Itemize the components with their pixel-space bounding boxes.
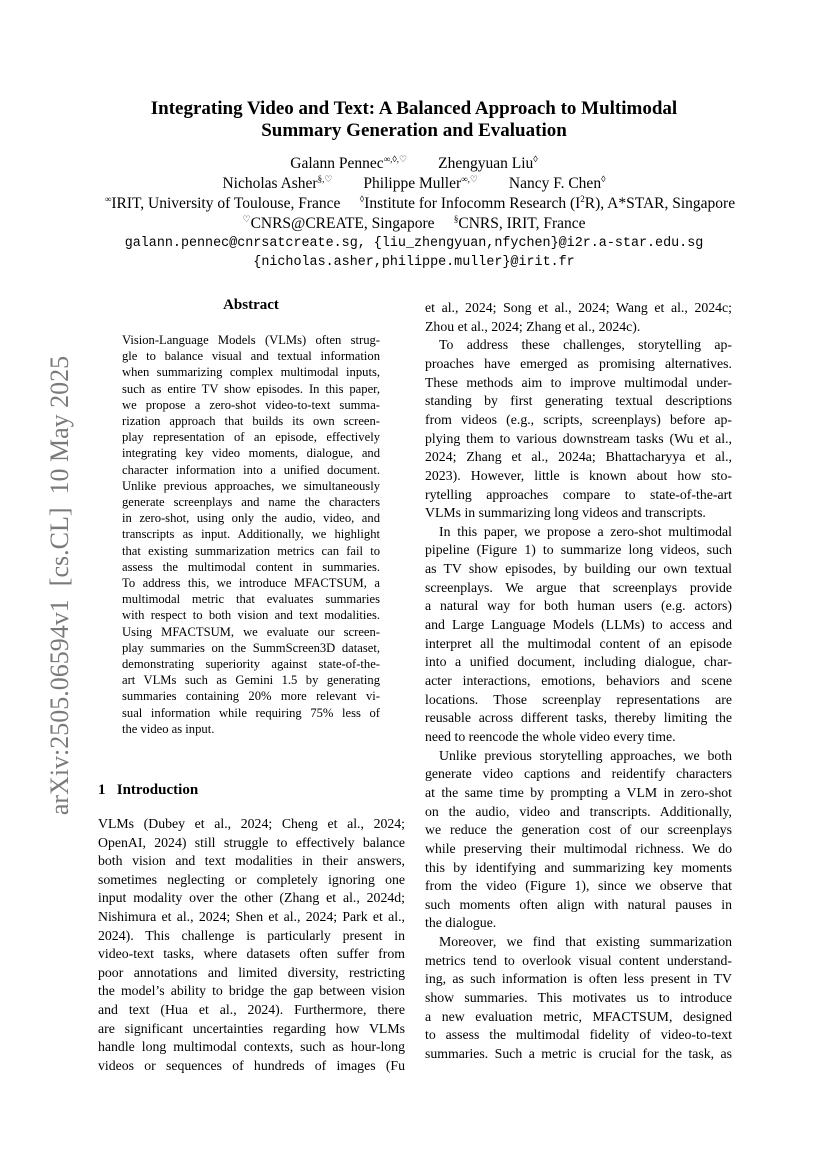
author-affil-marks: ◊: [601, 174, 606, 184]
text-line: Unlike previous approaches, we simultaneously: [122, 478, 380, 493]
affiliation: Institute for Infocomm Research (I: [364, 195, 581, 212]
text-line: integrating key video moments, dialogue, and: [122, 446, 380, 461]
text-line: such moments often align with natural pauses in: [425, 896, 732, 912]
text-line: screenplays. We argue that screenplays provide: [425, 579, 732, 595]
text-line: from videos (e.g., scripts, screenplays) before ap-: [425, 411, 732, 427]
text-line: 2024; Zhang et al., 2024a; Bhattacharyya et al.,: [425, 449, 732, 465]
text-line: In this paper, we propose a zero-shot multimodal: [439, 523, 732, 539]
text-line: we propose a zero-shot video-to-text summa-: [122, 397, 380, 412]
text-line: Vision-Language Models (VLMs) often strug-: [122, 333, 380, 347]
superscript: 2: [580, 194, 585, 204]
text-line: VLMs in summarizing long videos and transcripts.: [425, 505, 706, 521]
author-name: Philippe Muller: [363, 175, 462, 192]
text-line: 2024). This challenge is particularly present in: [98, 927, 405, 943]
text-line: the model’s ability to bridge the gap between vision: [98, 983, 405, 999]
text-line: locations. Those screenplay representations are: [425, 691, 732, 707]
text-line: To address these challenges, storytelling ap-: [439, 337, 732, 353]
text-line: metrics tend to overlook visual content understand-: [425, 952, 732, 968]
arxiv-sidebar-stamp: arXiv:2505.06594v1 [cs.CL] 10 May 2025: [45, 355, 74, 816]
paper-title: [0, 98, 828, 142]
text-line: are significant uncertainties regarding how VLMs: [98, 1020, 405, 1036]
text-line: poor annotations and limited diversity, restricting: [98, 964, 405, 980]
author-affil-marks: ∞,♡: [461, 174, 478, 184]
text-line: input modality over the other (Zhang et al., 2024d;: [98, 890, 405, 906]
author-name: Galann Pennec: [290, 155, 384, 172]
text-line: VLMs (Dubey et al., 2024; Cheng et al., 2024;: [98, 816, 405, 831]
text-line: the dialogue.: [425, 915, 497, 931]
text-line: sual information while requiring 75% less of: [122, 705, 380, 720]
text-line: from the video (Figure 1), since we observe that: [425, 878, 732, 894]
text-line: summaries. Such a metric is crucial for the task, as: [425, 1046, 732, 1061]
text-line: interpret all the multimodal content of an episode: [425, 635, 732, 651]
text-line: sometimes neglecting or completely ignoring one: [98, 871, 405, 887]
text-line: handle long multimodal contexts, such as hour-long: [98, 1039, 405, 1055]
text-line: at the same time by prompting a VLM in zero-shot: [425, 784, 732, 800]
affil-mark: ∞: [104, 194, 112, 204]
text-line: the video as input.: [122, 721, 215, 736]
text-line: while preserving their multimodal richness. We do: [425, 840, 732, 856]
text-line: Moreover, we find that existing summarization: [439, 934, 732, 950]
affiliation: R), A*STAR, Singapore: [584, 195, 736, 212]
text-line: need to reencode the whole video every time.: [425, 728, 676, 744]
text-line: plying them to various downstream tasks (Wu et al.,: [425, 430, 732, 446]
section-title: Introduction: [116, 782, 199, 798]
text-line: in zero-shot, using only the audio, video, and: [122, 511, 380, 526]
text-line: show summaries. This motivates us to introduce: [425, 990, 732, 1006]
text-line: Unlike previous storytelling approaches, we both: [439, 747, 732, 763]
text-line: To address this, we introduce MFACTSUM, a: [122, 576, 380, 590]
text-line: proaches have emerged as promising alternatives.: [425, 355, 732, 371]
author-affil-marks: ∞,◊,♡: [383, 154, 408, 164]
author-name: Nancy F. Chen: [508, 175, 602, 192]
text-line: and text (Hua et al., 2024). Furthermore, there: [98, 1002, 405, 1017]
text-line: a new evaluation metric, MFACTSUM, designed: [425, 1008, 732, 1024]
title-line: Integrating Video and Text: A Balanced Approach to Multimodal: [150, 98, 678, 119]
email-line: {nicholas.asher,philippe.muller}@irit.fr: [253, 255, 575, 270]
text-line: acter interactions, emotions, behaviors and scene: [425, 673, 732, 688]
affiliation: CNRS, IRIT, France: [458, 215, 586, 232]
text-line: reusable across different tasks, thereby limiting the: [425, 710, 732, 726]
title-line: Summary Generation and Evaluation: [261, 120, 567, 141]
text-line: videos or sequences of hundreds of images (Fu: [98, 1057, 405, 1073]
affiliation: IRIT, University of Toulouse, France: [111, 195, 341, 212]
text-line: a natural way for both human users (e.g. actors): [425, 598, 732, 614]
text-line: character information into a unified document.: [122, 462, 380, 477]
text-line: standing by first generating textual descriptions: [425, 393, 732, 409]
text-line: with respect to both vision and text modalities.: [122, 608, 380, 623]
email-line: galann.pennec@cnrsatcreate.sg, {liu_zhengyuan,nfychen}@i2r.a-star.edu.sg: [124, 236, 704, 251]
authors-line-1: [0, 154, 828, 173]
author-name: Zhengyuan Liu: [438, 155, 534, 172]
text-line: demonstrating superiority against state-of-the-: [122, 657, 380, 671]
author-affil-marks: §,♡: [317, 174, 333, 184]
text-line: that existing summarization metrics can fail to: [122, 543, 380, 558]
text-line: rization approach that builds its own screen-: [122, 414, 380, 428]
text-line: video-text tasks, where datasets often suffer from: [98, 946, 405, 962]
affiliations-line-2: [0, 214, 828, 233]
text-line: multimodal metric that evaluates summaries: [122, 592, 380, 607]
text-line: art VLMs such as Gemini 1.5 by generating: [122, 673, 380, 688]
text-line: transcripts as input. Additionally, we highlight: [122, 527, 380, 542]
text-line: Zhou et al., 2024; Zhang et al., 2024c).: [425, 318, 641, 334]
text-line: Nishimura et al., 2024; Shen et al., 2024; Park et al.,: [98, 909, 405, 924]
author-name: Nicholas Asher: [222, 175, 318, 192]
text-line: when summarizing complex multimodal inputs,: [122, 365, 380, 380]
section-number: 1: [98, 782, 106, 798]
text-line: and Large Language Models (LLMs) to access and: [425, 617, 732, 633]
text-line: on the audio, video and transcripts. Additionally,: [425, 803, 732, 819]
affil-mark: §: [453, 214, 459, 224]
text-line: both vision and text modalities in their answers,: [98, 853, 405, 869]
text-line: summaries containing 20% more relevant vi-: [122, 689, 380, 704]
text-line: into a unified document, including dialogue, char-: [425, 654, 732, 670]
text-line: et al., 2024; Song et al., 2024; Wang et al., 2024c;: [425, 300, 732, 315]
text-line: we reduce the generation cost of our screenplays: [425, 822, 732, 838]
section-heading-introduction: [98, 782, 198, 799]
text-line: 2023). However, little is known about how sto-: [425, 467, 732, 483]
text-line: to assess the multimodal fidelity of video-to-text: [425, 1027, 732, 1043]
text-line: rytelling approaches compare to state-of-the-art: [425, 486, 732, 502]
author-affil-marks: ◊: [533, 154, 538, 164]
affiliation: CNRS@CREATE, Singapore: [250, 215, 435, 232]
text-line: OpenAI, 2024) still struggle to effectively balance: [98, 834, 405, 850]
authors-line-2: [0, 174, 828, 193]
text-line: as TV show episodes, by building our own textual: [425, 561, 732, 577]
text-line: These methods aim to improve multimodal under-: [425, 374, 732, 390]
text-line: ing, as such information is often less present in TV: [425, 971, 732, 987]
affil-mark: ◊: [359, 194, 365, 204]
text-line: such as entire TV show episodes. In this paper,: [122, 381, 380, 396]
text-line: Using MFACTSUM, we evaluate our screen-: [122, 624, 380, 639]
abstract-heading: Abstract: [223, 297, 279, 313]
text-line: assess the multimodal content in summaries.: [122, 559, 380, 574]
affil-mark: ♡: [242, 214, 251, 224]
text-line: pipeline (Figure 1) to summarize long videos, such: [425, 542, 732, 558]
affiliations-line-1: [70, 194, 770, 213]
text-line: gle to balance visual and textual information: [122, 349, 380, 364]
text-line: play summaries on the SummScreen3D dataset,: [122, 640, 380, 655]
text-line: this by identifying and summarizing key moments: [425, 859, 732, 875]
text-line: play representation of an episode, effectively: [122, 430, 380, 445]
text-line: generate video captions and reidentify characters: [425, 766, 732, 782]
text-line: generate screenplays and name the characters: [122, 495, 380, 509]
